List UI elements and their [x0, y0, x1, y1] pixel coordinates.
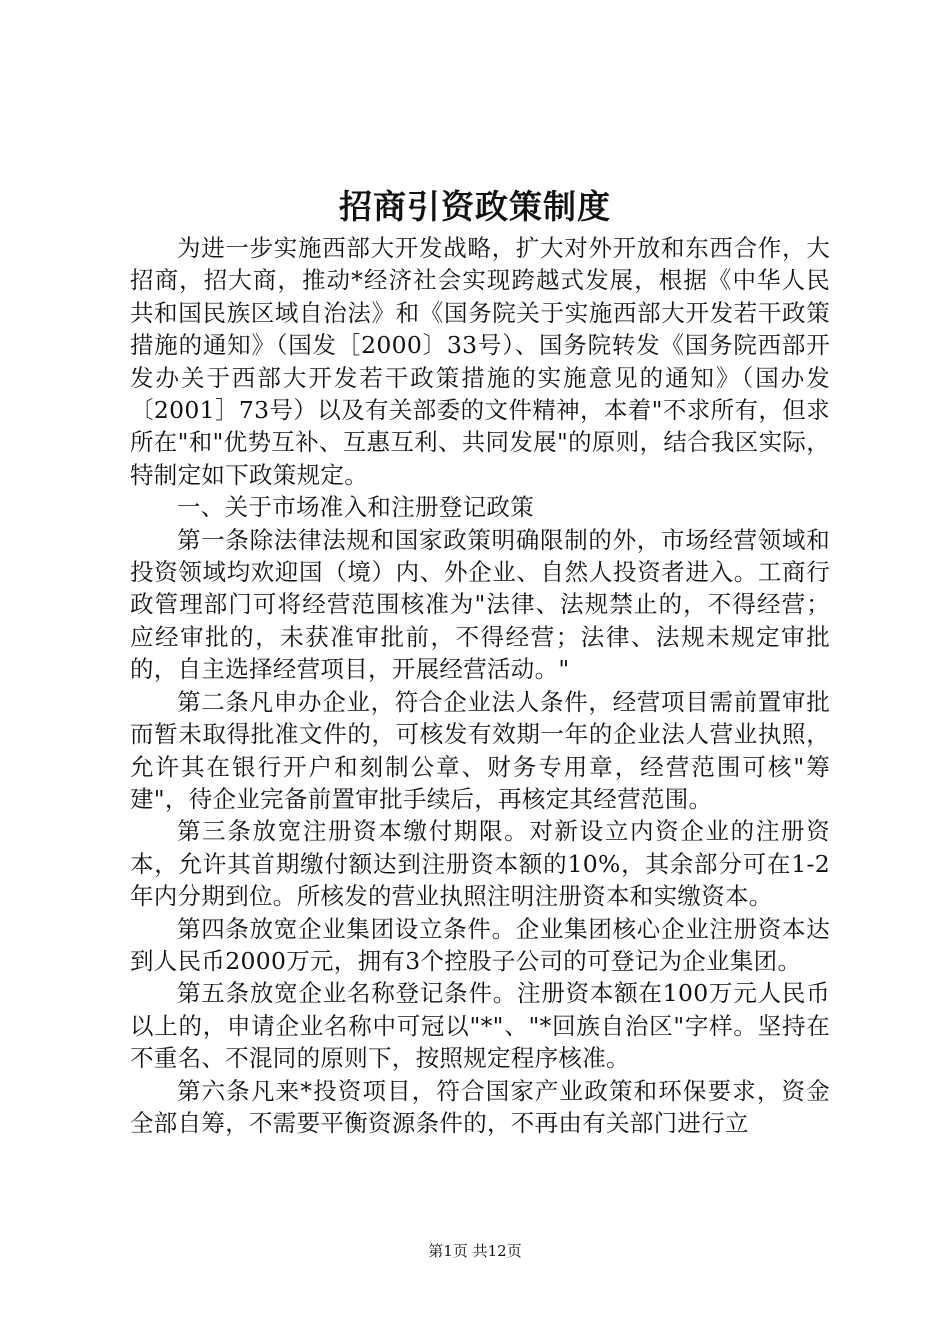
paragraph-article-2: 第二条凡申办企业，符合企业法人条件，经营项目需前置审批而暂未取得批准文件的，可核发有效期一年的企业法人营业执照，允许其在银行开户和刻制公章、财务专用章，经营范围可核"筹建"，待企业完备前置审批手续后，再核定其经营范围。 — [130, 687, 830, 813]
document-body — [130, 232, 830, 1139]
paragraph-article-3: 第三条放宽注册资本缴付期限。对新设立内资企业的注册资本，允许其首期缴付额达到注册资本额的10%，其余部分可在1-2年内分期到位。所核发的营业执照注明注册资本和实缴资本。 — [130, 817, 830, 911]
paragraph-article-6: 第六条凡来*投资项目，符合国家产业政策和环保要求，资金全部自筹，不需要平衡资源条件的，不再由有关部门进行立 — [130, 1076, 830, 1137]
paragraph-article-1: 第一条除法律法规和国家政策明确限制的外，市场经营领域和投资领域均欢迎国（境）内、外企业、自然人投资者进入。工商行政管理部门可将经营范围核准为"法律、法规禁止的，不得经营；应经审批的，未获准审批前，不得经营；法律、法规未规定审批的，自主选择经营项目，开展经营活动。" — [130, 525, 830, 684]
paragraph-intro: 为进一步实施西部大开发战略，扩大对外开放和东西合作，大招商，招大商，推动*经济社会实现跨越式发展，根据《中华人民共和国民族区域自治法》和《国务院关于实施西部大开发若干政策措施的通知》（国发［2000〕33号）、国务院转发《国务院西部开发办关于西部大开发若干政策措施的实施意见的通知》（国办发〔2001］73号）以及有关部委的文件精神，本着"不求所有，但求所在"和"优势互补、互惠互利、共同发展"的原则，结合我区实际，特制定如下政策规定。 — [130, 234, 830, 489]
paragraph-article-4: 第四条放宽企业集团设立条件。企业集团核心企业注册资本达到人民币2000万元，拥有3个控股子公司的可登记为企业集团。 — [130, 914, 830, 975]
page-number-footer: 第1页 共12页 — [428, 1242, 522, 1260]
document-title: 招商引资政策制度 — [339, 187, 611, 226]
paragraph-article-5: 第五条放宽企业名称登记条件。注册资本额在100万元人民币以上的，申请企业名称中可冠以"*"、"*回族自治区"字样。坚持在不重名、不混同的原则下，按照规定程序核准。 — [130, 979, 830, 1073]
section-heading: 一、关于市场准入和注册登记政策 — [177, 493, 534, 522]
